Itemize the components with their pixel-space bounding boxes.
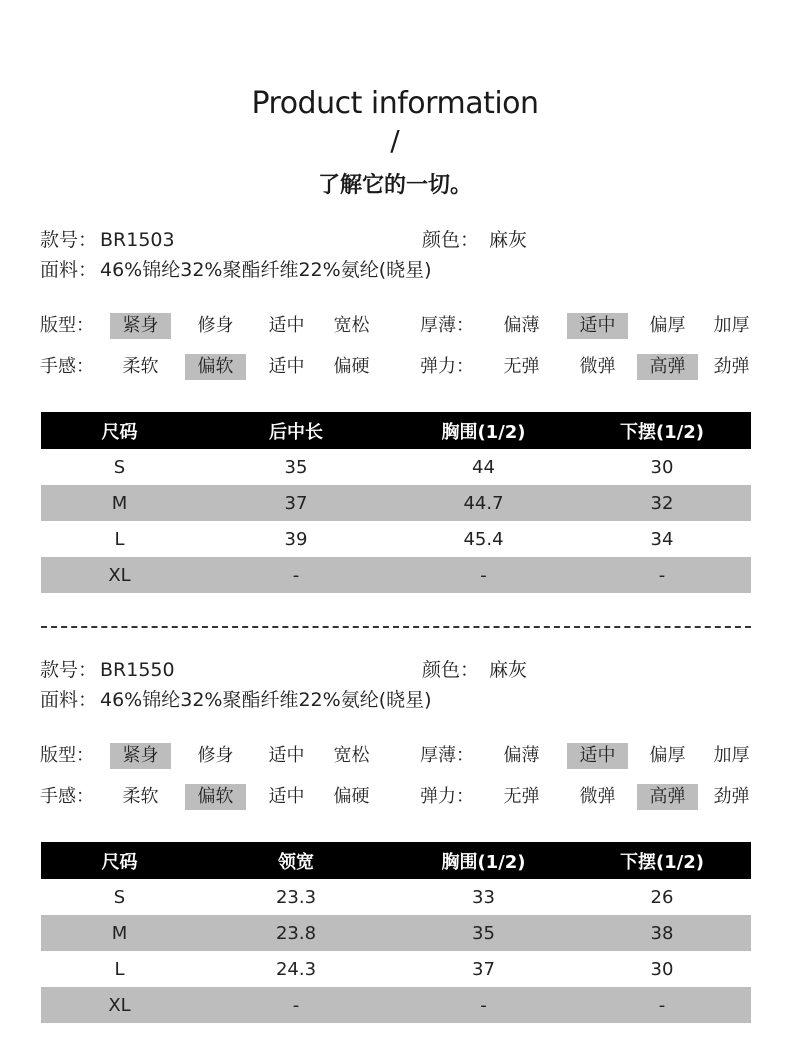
hand-feel-option: 偏硬 [333, 786, 370, 807]
fabric-value: 46%锦纶32%聚酯纤维22%氨纶(晓星) [100, 259, 432, 281]
table-cell: 33 [472, 886, 495, 908]
size-table [41, 412, 751, 593]
hand-feel-option: 偏软 [185, 784, 246, 810]
hand-feel-option: 偏硬 [333, 356, 370, 377]
table-cell: 32 [573, 485, 751, 521]
column-header: 下摆(1/2) [573, 842, 751, 879]
fit-option: 宽松 [333, 745, 370, 766]
table-row [41, 521, 751, 557]
table-cell: - [394, 557, 573, 593]
fit-option: 适中 [268, 315, 305, 336]
table-cell: - [198, 557, 394, 593]
title-separator: / [390, 124, 400, 157]
stretch-option: 高弹 [637, 354, 698, 380]
thickness-option: 适中 [567, 743, 628, 769]
table-cell: - [573, 557, 751, 593]
column-header: 尺码 [41, 412, 198, 449]
table-row [41, 951, 751, 987]
thickness-label: 厚薄： [420, 745, 474, 766]
table-cell: M [41, 485, 198, 521]
fit-option: 紧身 [110, 743, 171, 769]
stretch-label: 弹力： [420, 356, 474, 377]
model-label: 款号： [40, 659, 98, 681]
fabric-label: 面料： [40, 689, 98, 711]
color-label: 颜色： [422, 659, 480, 681]
model-number: BR1550 [100, 659, 175, 681]
stretch-option: 无弹 [503, 786, 540, 807]
fit-option: 适中 [268, 745, 305, 766]
table-header-row [41, 412, 751, 449]
fit-option: 修身 [197, 315, 234, 336]
table-cell: 35 [284, 456, 308, 478]
stretch-option: 劲弹 [713, 356, 750, 377]
stretch-option: 无弹 [503, 356, 540, 377]
hand-feel-option: 适中 [268, 786, 305, 807]
stretch-option: 微弹 [579, 786, 616, 807]
table-row [41, 915, 751, 951]
thickness-option: 偏厚 [649, 315, 686, 336]
table-cell: S [113, 886, 126, 908]
column-header: 领宽 [198, 842, 394, 879]
table-cell: 45.4 [463, 528, 504, 550]
table-cell: - [394, 987, 573, 1023]
table-cell: - [198, 987, 394, 1023]
model-number: BR1503 [100, 229, 175, 251]
table-cell: 39 [284, 528, 308, 550]
table-cell: XL [41, 987, 198, 1023]
table-cell: L [114, 958, 125, 980]
table-cell: 23.8 [198, 915, 394, 951]
column-header: 后中长 [198, 412, 394, 449]
thickness-option: 加厚 [713, 745, 750, 766]
table-row [41, 485, 751, 521]
stretch-option: 微弹 [579, 356, 616, 377]
table-row [41, 987, 751, 1023]
table-cell: 38 [573, 915, 751, 951]
table-cell: 34 [650, 528, 674, 550]
stretch-option: 劲弹 [713, 786, 750, 807]
table-cell: 30 [650, 456, 674, 478]
table-cell: 24.3 [275, 958, 317, 980]
stretch-label: 弹力： [420, 786, 474, 807]
model-label: 款号： [40, 229, 98, 251]
table-header-row [41, 842, 751, 879]
table-cell: - [573, 987, 751, 1023]
column-header: 胸围(1/2) [394, 842, 573, 879]
table-row [41, 879, 751, 915]
fabric-value: 46%锦纶32%聚酯纤维22%氨纶(晓星) [100, 689, 432, 711]
hand-feel-label: 手感： [40, 356, 94, 377]
thickness-label: 厚薄： [420, 315, 474, 336]
hand-feel-option: 柔软 [122, 356, 159, 377]
table-cell: 44 [472, 456, 495, 478]
table-row [41, 449, 751, 485]
stretch-option: 高弹 [637, 784, 698, 810]
table-cell: 26 [650, 886, 674, 908]
thickness-option: 适中 [567, 313, 628, 339]
column-header: 胸围(1/2) [394, 412, 573, 449]
fit-label: 版型： [40, 315, 94, 336]
page-subtitle: 了解它的一切。 [317, 173, 472, 198]
hand-feel-label: 手感： [40, 786, 94, 807]
fit-option: 紧身 [110, 313, 171, 339]
column-header: 尺码 [41, 842, 198, 879]
color-value: 麻灰 [489, 659, 528, 681]
thickness-option: 偏薄 [503, 315, 540, 336]
color-label: 颜色： [422, 229, 480, 251]
table-cell: 37 [472, 958, 495, 980]
hand-feel-option: 偏软 [185, 354, 246, 380]
hand-feel-option: 适中 [268, 356, 305, 377]
page-title: Product information [251, 86, 539, 121]
fit-label: 版型： [40, 745, 94, 766]
fit-option: 修身 [197, 745, 234, 766]
table-cell: XL [41, 557, 198, 593]
table-cell: 23.3 [275, 886, 317, 908]
thickness-option: 偏厚 [649, 745, 686, 766]
fit-option: 宽松 [333, 315, 370, 336]
hand-feel-option: 柔软 [122, 786, 159, 807]
table-cell: 37 [198, 485, 394, 521]
table-cell: M [41, 915, 198, 951]
section-divider [41, 626, 751, 628]
table-cell: 30 [650, 958, 674, 980]
table-cell: S [113, 456, 126, 478]
thickness-option: 加厚 [713, 315, 750, 336]
column-header: 下摆(1/2) [573, 412, 751, 449]
table-cell: 35 [394, 915, 573, 951]
table-cell: 44.7 [394, 485, 573, 521]
table-cell: L [114, 528, 125, 550]
fabric-label: 面料： [40, 259, 98, 281]
color-value: 麻灰 [489, 229, 528, 251]
table-row [41, 557, 751, 593]
size-table [41, 842, 751, 1023]
thickness-option: 偏薄 [503, 745, 540, 766]
